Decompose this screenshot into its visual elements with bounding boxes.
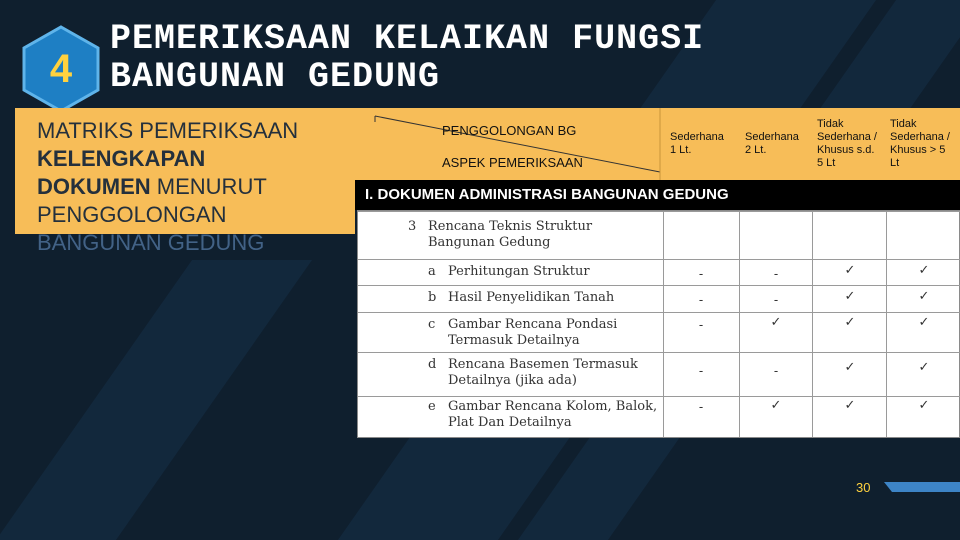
header-aspect-label: ASPEK PEMERIKSAAN (442, 155, 583, 170)
row-letter: d (428, 357, 437, 372)
section-number: 4 (49, 46, 73, 91)
side-panel-line-3-rest: MENURUT (150, 174, 267, 199)
mark-col-2: - (773, 266, 779, 281)
mark-col-1: - (698, 399, 704, 414)
row-letter: b (428, 290, 437, 305)
header-col-4: Tidak Sederhana / Khusus > 5 Lt (890, 118, 950, 169)
table-row (358, 285, 960, 312)
mark-col-1: - (698, 266, 704, 281)
side-panel-line-5: BANGUNAN GEDUNG (37, 230, 265, 255)
mark-col-4: ✓ (918, 314, 930, 329)
side-panel-line-1: MATRIKS PEMERIKSAAN (37, 118, 299, 143)
side-panel-line-3 (37, 173, 357, 201)
slide-title (110, 20, 704, 96)
row-text: Hasil Penyelidikan Tanah (448, 290, 615, 305)
row-number: 3 (408, 219, 417, 234)
row-text: Perhitungan Struktur (448, 264, 590, 279)
mark-col-4: ✓ (918, 359, 930, 374)
header-col-3: Tidak Sederhana / Khusus s.d. 5 Lt (817, 118, 877, 169)
mark-col-2: ✓ (770, 314, 782, 329)
section-number-badge (20, 24, 102, 114)
mark-col-2: ✓ (770, 397, 782, 412)
page-number-accent-slant (884, 482, 904, 492)
page-number-accent-bar (900, 482, 960, 492)
table-row (358, 259, 960, 285)
page-number: 30 (856, 480, 871, 495)
header-classification-label: PENGGOLONGAN BG (442, 123, 577, 138)
table-row (358, 352, 960, 396)
section-title: I. DOKUMEN ADMINISTRASI BANGUNAN GEDUNG (365, 186, 729, 203)
row-letter: a (428, 264, 436, 279)
side-panel-line-3-bold: DOKUMEN (37, 174, 151, 199)
header-col-1: Sederhana 1 Lt. (670, 131, 724, 156)
side-panel-line-2: KELENGKAPAN (37, 146, 206, 171)
mark-col-4: ✓ (918, 288, 930, 303)
mark-col-1: - (698, 363, 704, 378)
table-header (355, 108, 960, 180)
side-panel-text (37, 117, 357, 257)
header-col-2: Sederhana 2 Lt. (745, 131, 799, 156)
mark-col-1: - (698, 317, 704, 332)
mark-col-3: ✓ (844, 397, 856, 412)
mark-col-2: - (773, 363, 779, 378)
mark-col-3: ✓ (844, 288, 856, 303)
table-row (358, 312, 960, 352)
mark-col-3: ✓ (844, 262, 856, 277)
section-title-bar (355, 180, 960, 210)
mark-col-3: ✓ (844, 359, 856, 374)
row-text: Gambar Rencana Kolom, Balok, Plat Dan Detailnya (448, 399, 658, 430)
table-row (358, 396, 960, 438)
row-letter: c (428, 317, 436, 332)
slide-title-line-1: PEMERIKSAAN KELAIKAN FUNGSI (110, 19, 705, 59)
mark-col-4: ✓ (918, 397, 930, 412)
mark-col-2: - (773, 292, 779, 307)
row-text: Rencana Basemen Termasuk Detailnya (jika ada) (448, 357, 638, 388)
mark-col-1: - (698, 292, 704, 307)
row-letter: e (428, 399, 436, 414)
side-panel-line-4: PENGGOLONGAN (37, 202, 227, 227)
table-row (358, 211, 960, 259)
row-text: Rencana Teknis Struktur Bangunan Gedung (428, 219, 593, 250)
row-text: Gambar Rencana Pondasi Termasuk Detailnya (448, 317, 618, 348)
mark-col-4: ✓ (918, 262, 930, 277)
document-table (357, 210, 960, 438)
slide-title-line-2: BANGUNAN GEDUNG (110, 57, 441, 97)
mark-col-3: ✓ (844, 314, 856, 329)
